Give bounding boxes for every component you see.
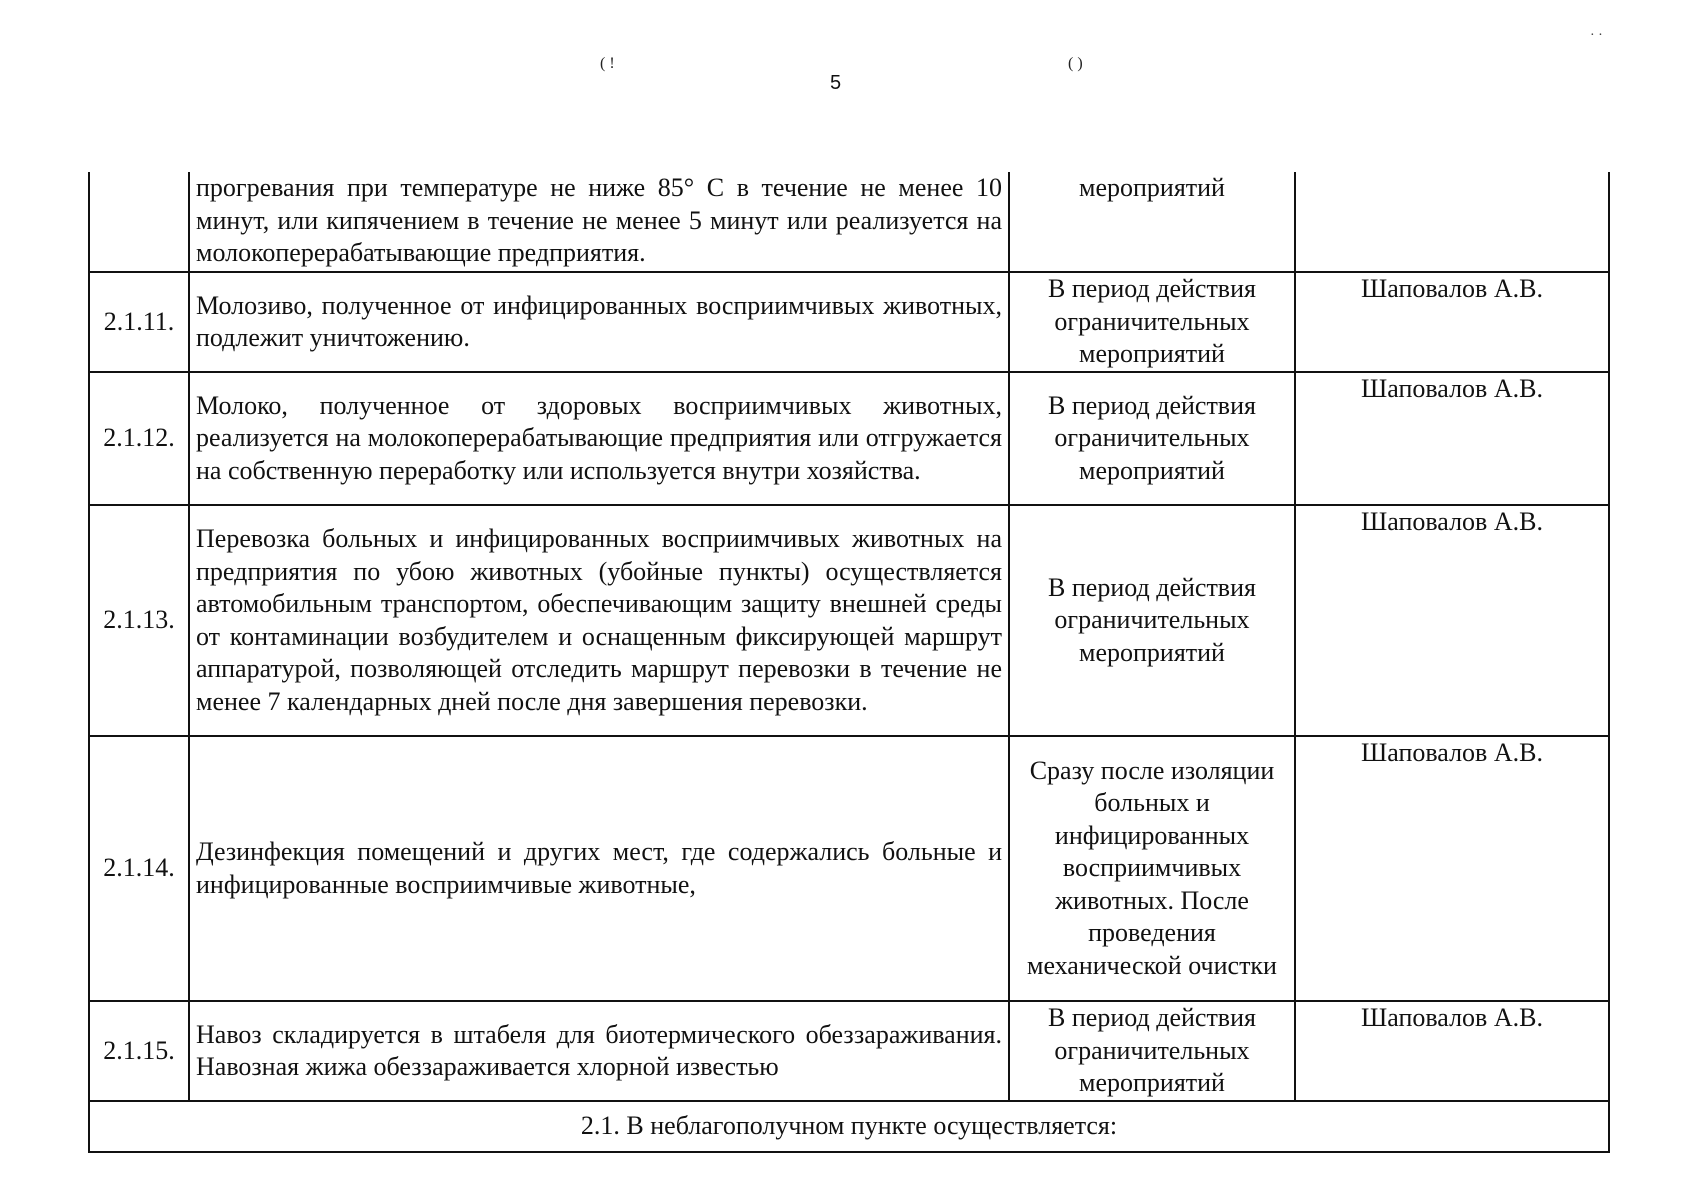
term-text: В период действия ограничительных мероприятий: [1009, 372, 1295, 505]
row-number: 2.1.15.: [89, 1001, 189, 1101]
page-number: 5: [830, 72, 842, 94]
row-number: [89, 172, 189, 272]
header-left-mark: ( !: [600, 55, 615, 72]
responsible-text: Шаповалов А.В.: [1295, 272, 1609, 372]
term-text: мероприятий: [1009, 172, 1295, 272]
term-text: Сразу после изоляции больных и инфицированных восприимчивых животных. После проведения механической очистки: [1009, 736, 1295, 1001]
responsible-text: Шаповалов А.В.: [1295, 736, 1609, 1001]
row-number: 2.1.13.: [89, 505, 189, 736]
table-row: [89, 172, 1609, 272]
term-text: В период действия ограничительных мероприятий: [1009, 272, 1295, 372]
table-row: [89, 736, 1609, 1001]
responsible-text: [1295, 172, 1609, 272]
table-row: [89, 505, 1609, 736]
measure-text: прогревания при температуре не ниже 85° С в течение не менее 10 минут, или кипячением в течение не менее 5 минут или реализуется на молокоперерабатывающие предприятия.: [189, 172, 1009, 272]
section-caption: 2.1. В неблагополучном пункте осуществляется:: [89, 1101, 1609, 1152]
table-row: [89, 372, 1609, 505]
row-number: 2.1.11.: [89, 272, 189, 372]
responsible-text: Шаповалов А.В.: [1295, 505, 1609, 736]
row-number: 2.1.12.: [89, 372, 189, 505]
measure-text: Навоз складируется в штабеля для биотермического обеззараживания. Навозная жижа обеззараживается хлорной известью: [189, 1001, 1009, 1101]
header-right-mark: ( ): [1068, 55, 1083, 72]
term-text: В период действия ограничительных мероприятий: [1009, 1001, 1295, 1101]
responsible-text: Шаповалов А.В.: [1295, 1001, 1609, 1101]
corner-mark: · ·: [1590, 28, 1603, 43]
measure-text: Молозиво, полученное от инфицированных восприимчивых животных, подлежит уничтожению.: [189, 272, 1009, 372]
term-text: В период действия ограничительных мероприятий: [1009, 505, 1295, 736]
responsible-text: Шаповалов А.В.: [1295, 372, 1609, 505]
table-row: [89, 272, 1609, 372]
row-number: 2.1.14.: [89, 736, 189, 1001]
measures-table: [88, 172, 1610, 1153]
section-caption-row: [89, 1101, 1609, 1152]
measure-text: Дезинфекция помещений и других мест, где содержались больные и инфицированные восприимчивые животные,: [189, 736, 1009, 1001]
table-row: [89, 1001, 1609, 1101]
measure-text: Молоко, полученное от здоровых восприимчивых животных, реализуется на молокоперерабатывающие предприятия или отгружается на собственную переработку или используется внутри хозяйства.: [189, 372, 1009, 505]
measure-text: Перевозка больных и инфицированных восприимчивых животных на предприятия по убою животных (убойные пункты) осуществляется автомобильным транспортом, обеспечивающим защиту внешней среды от контаминации возбудителем и оснащенным фиксирующей маршрут аппаратурой, позволяющей отследить маршрут перевозки в течение не менее 7 календарных дней после дня завершения перевозки.: [189, 505, 1009, 736]
